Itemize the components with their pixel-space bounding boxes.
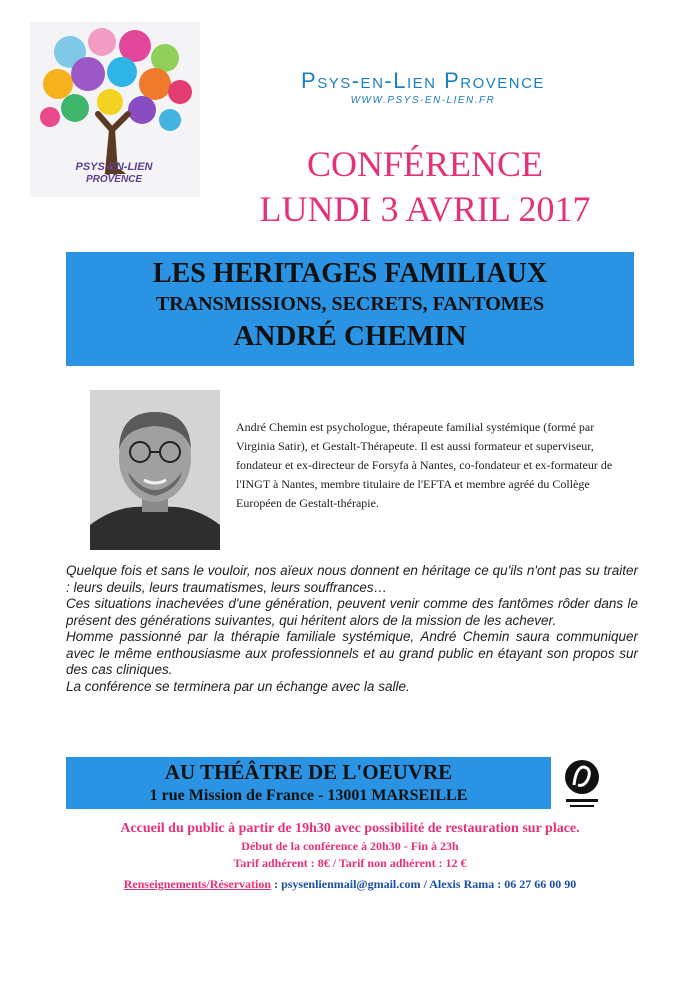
- event-description: [66, 563, 638, 695]
- speaker-photo: [90, 390, 220, 550]
- conference-date: LUNDI 3 AVRIL 2017: [259, 189, 591, 229]
- banner-speaker: ANDRÉ CHEMIN: [233, 320, 467, 352]
- theatre-logo-icon: [562, 757, 602, 811]
- practical-info: [40, 820, 660, 894]
- logo-text-line1: PSYS-EN-LIEN: [75, 161, 153, 173]
- schedule-info: Début de la conférence à 20h30 - Fin à 23h: [241, 839, 459, 853]
- pricing-info: Tarif adhérent : 8€ / Tarif non adhérent : 12 €: [233, 856, 467, 870]
- welcome-info: Accueil du public à partir de 19h30 avec possibilité de restauration sur place.: [120, 821, 580, 836]
- organization-logo: [30, 22, 200, 197]
- conference-heading: [205, 142, 645, 232]
- organization-url[interactable]: WWW.PSYS-EN-LIEN.FR: [350, 95, 496, 106]
- venue-banner: [66, 757, 551, 809]
- booking-separator: :: [271, 877, 282, 891]
- booking-phone[interactable]: 06 27 66 00 90: [504, 877, 577, 891]
- booking-contact: / Alexis Rama :: [420, 877, 505, 891]
- booking-label: Renseignements/Réservation: [123, 877, 272, 891]
- booking-email-link[interactable]: psysenlienmail@gmail.com: [281, 877, 421, 891]
- description-paragraph: Homme passionné par la thérapie familiale systémique, André Chemin saura communiquer avec le même enthousiasme aux professionnels et au grand public en étayant son propos sur des cas cliniques.: [66, 629, 638, 677]
- description-paragraph: La conférence se terminera par un échange avec la salle.: [66, 678, 410, 694]
- description-paragraph: Ces situations inachevées d'une génération, peuvent venir comme des fantômes rôder dans le présent des générations suivantes, qui héritent alors de la mission de les achever.: [66, 596, 638, 628]
- booking-info: [40, 874, 660, 894]
- logo-text-line2: PROVENCE: [85, 174, 143, 185]
- venue-name: AU THÉÂTRE DE L'OEUVRE: [164, 760, 453, 784]
- conference-label: CONFÉRENCE: [306, 144, 544, 184]
- banner-title: LES HERITAGES FAMILIAUX: [152, 258, 548, 289]
- speaker-bio: André Chemin est psychologue, thérapeute familial systémique (formé par Virginia Satir), et Gestalt-Thérapeute. Il est aussi formateur et superviseur, fondateur et ex-directeur de Forsyfa à Nantes, co-fondateur et ex-formateur de l'INGT à Nantes, membre titulaire de l'EFTA et membre agréé du Collège Européen de Gestalt-thérapie.: [236, 420, 613, 510]
- organization-name: Psys-en-Lien Provence: [301, 68, 545, 93]
- venue-address: 1 rue Mission de France - 13001 MARSEILLE: [149, 787, 468, 804]
- title-banner: [66, 252, 634, 366]
- banner-subtitle: TRANSMISSIONS, SECRETS, FANTOMES: [155, 293, 545, 315]
- description-paragraph: Quelque fois et sans le vouloir, nos aïeux nous donnent en héritage ce qu'ils n'ont pas su traiter : leurs deuils, leurs traumatismes, leurs souffrances…: [66, 563, 638, 595]
